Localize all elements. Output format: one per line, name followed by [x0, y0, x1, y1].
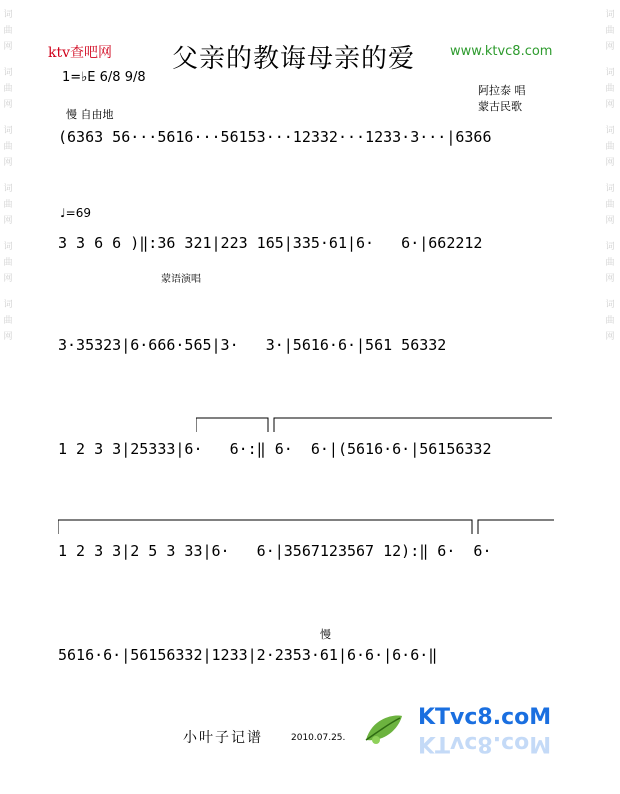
leaf-logo-icon [362, 712, 406, 746]
lyric-language-note: 蒙语演唱 [161, 274, 201, 285]
metronome-mark: ♩=69 [60, 206, 91, 220]
slow-marking: 慢 [320, 628, 331, 641]
site-url: www.ktvc8.com [450, 44, 553, 59]
volta-brackets-line-5 [58, 516, 558, 536]
watermark-right: 词 曲 网 词 曲 网 词 曲 网 词 曲 网 词 曲 网 词 曲 网 [605, 10, 615, 342]
singer-credit: 阿拉泰 唱 [478, 84, 526, 97]
watermark-left: 词 曲 网 词 曲 网 词 曲 网 词 曲 网 词 曲 网 词 曲 网 [3, 10, 13, 342]
score-line-3: 3·35323|6·666·565|3· 3·|5616·6·|561 56332 [58, 336, 447, 354]
tempo-marking: 慢 自由地 [66, 108, 114, 121]
site-logo: KTvc8.coM [418, 705, 552, 730]
transcription-date: 2010.07.25. [291, 733, 346, 743]
key-signature: 1=♭E 6/8 9/8 [62, 70, 146, 85]
site-name-left: ktv查吧网 [48, 45, 113, 61]
volta-brackets-line-4 [196, 414, 556, 434]
song-title: 父亲的教诲母亲的爱 [172, 44, 416, 74]
score-line-1: (6363 56···5616···56153···12332···1233·3···|6366 [58, 128, 492, 146]
score-line-2: 3 3 6 6 )‖:36 321|223 165|335·61|6· 6·|662212 [58, 234, 483, 252]
genre-credit: 蒙古民歌 [478, 100, 522, 113]
score-line-4: 1 2 3 3|25333|6· 6·:‖ 6· 6·|(5616·6·|56156332 [58, 440, 492, 458]
transcriber-credit: 小叶子记谱 [183, 730, 263, 746]
site-logo-reflection: KTvc8.coM [418, 731, 552, 756]
score-line-5: 1 2 3 3|2 5 3 33|6· 6·|3567123567 12):‖ 6· 6· [58, 542, 492, 560]
score-line-6: 5616·6·|56156332|1233|2·2353·61|6·6·|6·6·‖ [58, 646, 438, 664]
